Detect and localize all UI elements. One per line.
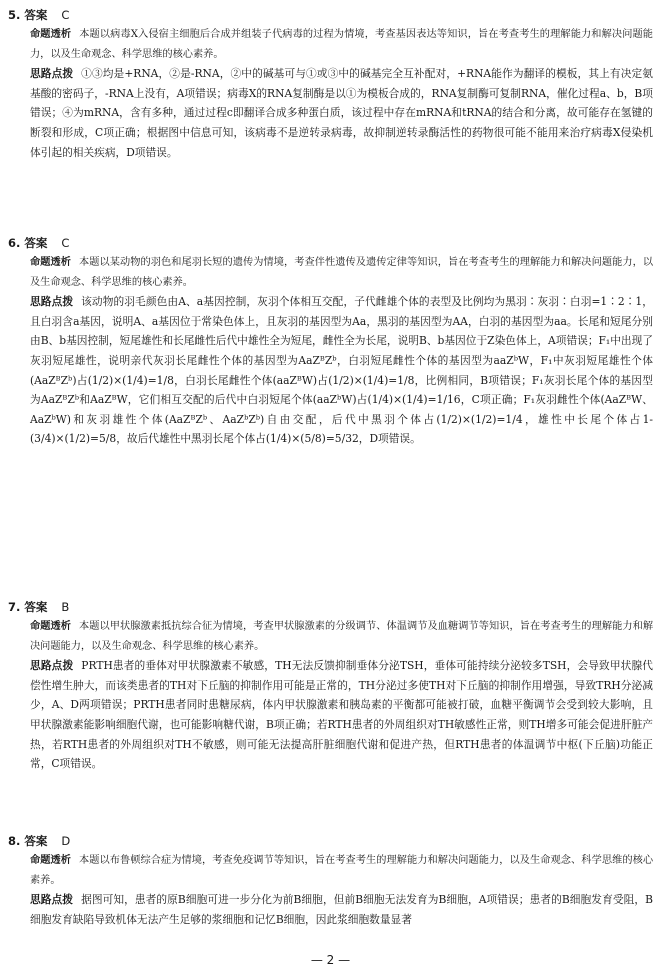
- analysis-label: 思路点拨: [30, 659, 74, 673]
- analysis-text: 据图可知，患者的原B细胞可进一步分化为前B细胞，但前B细胞无法发育为B细胞，A项错误；患者的B细胞发育受阻，B细胞发育缺陷导致机体无法产生足够的浆细胞和记忆B细胞，因此浆细胞数量显著: [30, 893, 653, 926]
- answer-letter: C: [61, 8, 70, 22]
- answer-heading: [8, 832, 653, 851]
- question-7: [8, 598, 653, 774]
- intro-label: 命题透析: [30, 257, 72, 268]
- analysis-text: ①③均是+RNA，②是-RNA，②中的碱基可与①或③中的碱基完全互补配对，+RNA能作为翻译的模板，其上有决定氨基酸的密码子，-RNA上没有，A项错误；病毒X的RNA复制酶是以①为模板合成的，RNA复制酶可复制RNA，催化过程a、b，B项错误；④为mRNA，含有多种，通过过程c即翻译合成多种蛋白质，该过程中存在mRNA和tRNA的结合和分离，故可能存在氢键的断裂和形成，C项正确；根据图中信息可知，该病毒不是逆转录病毒，故抑制逆转录酶活性的药物很可能不能用来治疗病毒X侵染机体引起的相关疾病，D项错误。: [30, 67, 653, 159]
- analysis-text: 该动物的羽毛颜色由A、a基因控制，灰羽个体相互交配，子代雌雄个体的表型及比例均为黑羽∶灰羽∶白羽=1∶2∶1，且白羽含a基因，说明A、a基因位于常染色体上，且灰羽的基因型为Aa，黑羽的基因型为AA，白羽的基因型为aa。长尾和短尾分别由B、b基因控制，短尾雄性和长尾雌性后代中雄性全为短尾，雌性全为长尾，说明B、b基因位于Z染色体上，A项错误；F₁中出现了灰羽短尾雄性，说明亲代灰羽长尾雌性个体的基因型为AaZᴮZᵇ，白羽短尾雌性个体的基因型为aaZᵇW，F₁中灰羽短尾雄性个体(AaZᴮZᵇ)占(1/2)×(1/4)=1/8，白羽长尾雌性个体(aaZᴮW)占(1/2)×(1/4)=1/8，比例相同，B项错误；F₁灰羽长尾个体的基因型为AaZᴮZᵇ和AaZᴮW，它们相互交配的后代中白羽短尾个体(aaZᵇW)占(1/4)×(1/4)=1/16，C项正确；F₁灰羽雌性个体(AaZᴮW、AaZᵇW)和灰羽雄性个体(AaZᴮZᵇ、AaZᵇZᵇ)自由交配，后代中黑羽个体占(1/2)×(1/2)=1/4，雄性中长尾个体占1-(3/4)×(1/2)=5/8，故后代雄性中黑羽长尾个体占(1/4)×(5/8)=5/32，D项错误。: [30, 295, 653, 446]
- question-number: 7.: [8, 600, 21, 614]
- answer-letter: D: [61, 834, 71, 848]
- intro-paragraph: [8, 25, 653, 64]
- page-number: — 2 —: [310, 953, 351, 967]
- intro-text: 本题以布鲁顿综合症为情境，考查免疫调节等知识，旨在考查考生的理解能力和解决问题能力，以及生命观念、科学思维的核心素养。: [30, 855, 654, 886]
- question-8: [8, 832, 653, 929]
- intro-paragraph: [8, 851, 653, 890]
- question-5: [8, 6, 653, 162]
- answer-letter: B: [61, 600, 70, 614]
- question-6: [8, 234, 653, 449]
- answer-label: 答案: [24, 236, 48, 250]
- analysis-paragraph: [8, 292, 653, 449]
- intro-paragraph: [8, 617, 653, 656]
- analysis-paragraph: [8, 656, 653, 774]
- analysis-text: PRTH患者的垂体对甲状腺激素不敏感，TH无法反馈抑制垂体分泌TSH，垂体可能持续分泌较多TSH，会导致甲状腺代偿性增生肿大，而该类患者的TH对下丘脑的抑制作用可能是正常的，TH分泌过多使TH对下丘脑的抑制作用增强，导致TRH分泌减少，A、D两项错误；PRTH患者同时患糖尿病，体内甲状腺激素和胰岛素的平衡都可能被打破，血糖平衡调节会受到较大影响，且甲状腺激素能影响细胞代谢，也可能影响糖代谢，B项正确；若RTH患者的外周组织对TH敏感性正常，则TH增多可能会促进肝脏产热，若RTH患者的外周组织对TH不敏感，则可能无法提高肝脏细胞代谢和促进产热，但RTH患者的体温调节中枢(下丘脑)功能正常，C项错误。: [30, 659, 653, 771]
- analysis-paragraph: [8, 64, 653, 162]
- question-number: 5.: [8, 8, 21, 22]
- analysis-label: 思路点拨: [30, 67, 74, 81]
- intro-label: 命题透析: [30, 855, 72, 866]
- analysis-label: 思路点拨: [30, 893, 74, 907]
- answer-heading: [8, 234, 653, 253]
- answer-heading: [8, 6, 653, 25]
- question-number: 8.: [8, 834, 21, 848]
- answer-label: 答案: [24, 8, 48, 22]
- answer-heading: [8, 598, 653, 617]
- analysis-label: 思路点拨: [30, 295, 74, 309]
- question-number: 6.: [8, 236, 21, 250]
- intro-label: 命题透析: [30, 621, 72, 632]
- answer-label: 答案: [24, 600, 48, 614]
- intro-text: 本题以病毒X入侵宿主细胞后合成并组装子代病毒的过程为情境，考查基因表达等知识，旨在考查考生的理解能力和解决问题能力，以及生命观念、科学思维的核心素养。: [30, 29, 653, 60]
- answer-label: 答案: [24, 834, 48, 848]
- intro-label: 命题透析: [30, 29, 72, 40]
- intro-text: 本题以某动物的羽色和尾羽长短的遗传为情境，考查伴性遗传及遗传定律等知识，旨在考查考生的理解能力和解决问题能力，以及生命观念、科学思维的核心素养。: [30, 257, 654, 288]
- analysis-paragraph: [8, 890, 653, 929]
- intro-text: 本题以甲状腺激素抵抗综合征为情境，考查甲状腺激素的分级调节、体温调节及血糖调节等知识，旨在考查考生的理解能力和解决问题能力，以及生命观念、科学思维的核心素养。: [30, 621, 654, 652]
- answer-letter: C: [61, 236, 70, 250]
- intro-paragraph: [8, 253, 653, 292]
